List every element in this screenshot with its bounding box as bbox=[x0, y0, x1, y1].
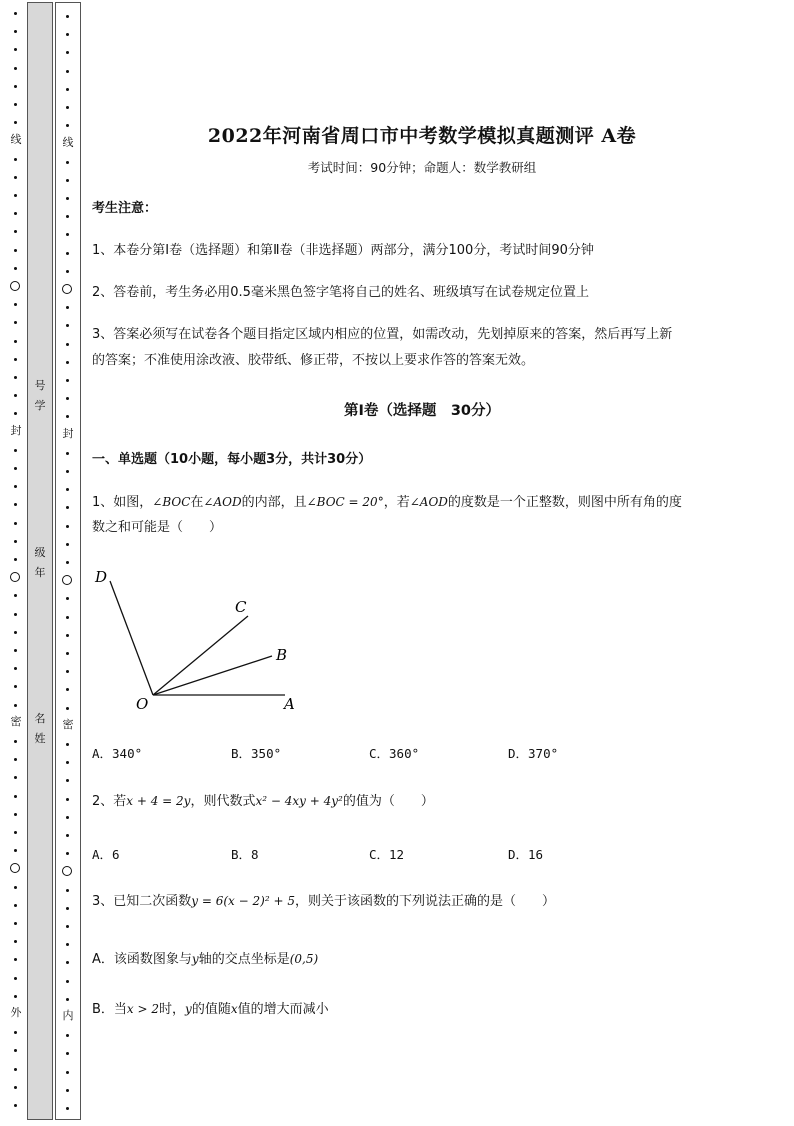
label-a: A bbox=[284, 695, 295, 713]
margin-dot bbox=[66, 525, 69, 528]
margin-dot bbox=[66, 998, 69, 1001]
option-b[interactable]: B．8 bbox=[231, 847, 259, 862]
margin-dot bbox=[14, 321, 17, 324]
seal-char: 封 bbox=[10, 424, 22, 437]
option-d[interactable]: D．370° bbox=[508, 746, 559, 761]
margin-dot bbox=[14, 412, 17, 415]
margin-dot bbox=[14, 831, 17, 834]
margin-circle bbox=[62, 284, 72, 294]
line-char: 线 bbox=[62, 136, 74, 149]
margin-dot bbox=[66, 688, 69, 691]
margin-dot bbox=[66, 306, 69, 309]
margin-dot bbox=[66, 761, 69, 764]
margin-dot bbox=[14, 1068, 17, 1071]
margin-circle bbox=[62, 866, 72, 876]
margin-dot bbox=[66, 1107, 69, 1110]
field-student-id-char-2: 学 bbox=[34, 399, 46, 412]
margin-dot bbox=[14, 886, 17, 889]
q1-text: 在 bbox=[190, 495, 204, 510]
margin-dot bbox=[66, 925, 69, 928]
opt-text: B．当 bbox=[92, 1002, 127, 1017]
notice-item-2: 2、答卷前，考生务必用0.5毫米黑色签字笔将自己的姓名、班级填写在试卷规定位置上 bbox=[92, 285, 589, 300]
margin-dot bbox=[14, 904, 17, 907]
margin-circle bbox=[10, 572, 20, 582]
question-2 bbox=[92, 788, 752, 815]
margin-dot bbox=[14, 704, 17, 707]
question-3 bbox=[92, 888, 752, 915]
margin-dot bbox=[66, 743, 69, 746]
part-title: 第I卷（选择题 30分） bbox=[343, 403, 501, 419]
margin-dot bbox=[66, 488, 69, 491]
margin-dot bbox=[14, 194, 17, 197]
question-1-line-1 bbox=[92, 489, 752, 516]
margin-dot bbox=[14, 394, 17, 397]
margin-dot bbox=[66, 980, 69, 983]
margin-dot bbox=[14, 649, 17, 652]
question-1-options bbox=[92, 744, 752, 764]
question-3-option-a[interactable] bbox=[92, 946, 752, 973]
margin-dot bbox=[14, 776, 17, 779]
ray-ob bbox=[153, 656, 272, 695]
field-student-id-char-1: 号 bbox=[34, 379, 46, 392]
margin-dot bbox=[66, 634, 69, 637]
option-d[interactable]: D．16 bbox=[508, 847, 544, 862]
margin-dot bbox=[66, 1034, 69, 1037]
section-heading: 一、单选题（10小题，每小题3分，共计30分） bbox=[92, 452, 372, 467]
margin-dot bbox=[66, 1089, 69, 1092]
opt-text: 的值随 bbox=[191, 1002, 231, 1017]
margin-dot bbox=[14, 849, 17, 852]
margin-dot bbox=[14, 67, 17, 70]
q3-text: ，则关于该函数的下列说法正确的是（ ） bbox=[294, 894, 555, 909]
page-title: 2022年河南省周口市中考数学模拟真题测评 A卷 bbox=[207, 125, 637, 147]
margin-dot bbox=[66, 179, 69, 182]
margin-dot bbox=[66, 707, 69, 710]
margin-dot bbox=[14, 230, 17, 233]
margin-dot bbox=[14, 958, 17, 961]
margin-dot bbox=[14, 340, 17, 343]
notice-item-3-line-2: 的答案；不准使用涂改液、胶带纸、修正带，不按以上要求作答的答案无效。 bbox=[92, 353, 535, 368]
field-name-char-1: 名 bbox=[34, 712, 46, 725]
notice-item-3-line-1: 3、答案必须写在试卷各个题目指定区域内相应的位置，如需改动，先划掉原来的答案，然后再写上新 bbox=[92, 327, 673, 342]
margin-dot bbox=[66, 70, 69, 73]
margin-dot bbox=[66, 215, 69, 218]
margin-dot bbox=[66, 561, 69, 564]
inner-char: 内 bbox=[62, 1009, 74, 1022]
q3-function: y = 6(x − 2)² + 5 bbox=[191, 894, 295, 908]
margin-dot bbox=[14, 249, 17, 252]
margin-dot bbox=[66, 197, 69, 200]
margin-dot bbox=[14, 685, 17, 688]
margin-dot bbox=[14, 594, 17, 597]
margin-dot bbox=[66, 506, 69, 509]
margin-dot bbox=[14, 631, 17, 634]
margin-dot bbox=[14, 121, 17, 124]
margin-dot bbox=[66, 51, 69, 54]
margin-dot bbox=[66, 88, 69, 91]
margin-dot bbox=[14, 449, 17, 452]
q1-angle-boc: ∠BOC bbox=[152, 495, 191, 509]
margin-dot bbox=[14, 558, 17, 561]
question-2-options bbox=[92, 845, 752, 865]
q1-text: 的度数是一个正整数，则图中所有角的度 bbox=[447, 495, 682, 510]
margin-dot bbox=[66, 33, 69, 36]
margin-dot bbox=[66, 961, 69, 964]
question-3-option-b[interactable] bbox=[92, 996, 752, 1023]
margin-dot bbox=[66, 415, 69, 418]
field-class-char-2: 年 bbox=[34, 566, 46, 579]
option-a[interactable]: A．340° bbox=[92, 746, 143, 761]
margin-dot bbox=[14, 1086, 17, 1089]
field-class-char-1: 级 bbox=[34, 546, 46, 559]
margin-dot bbox=[66, 397, 69, 400]
margin-dot bbox=[66, 343, 69, 346]
opt-math: y bbox=[191, 952, 199, 966]
margin-dot bbox=[66, 907, 69, 910]
margin-dot bbox=[14, 1031, 17, 1034]
margin-dot bbox=[14, 740, 17, 743]
q2-text: ，则代数式 bbox=[190, 794, 256, 809]
outer-char: 外 bbox=[10, 1006, 22, 1019]
margin-dot bbox=[14, 376, 17, 379]
margin-dot bbox=[66, 597, 69, 600]
line-char: 线 bbox=[10, 133, 22, 146]
margin-dot bbox=[14, 1049, 17, 1052]
margin-dot bbox=[14, 522, 17, 525]
opt-math: (0,5) bbox=[289, 952, 319, 966]
opt-text: 轴的交点坐标是 bbox=[198, 952, 290, 967]
margin-dot bbox=[66, 779, 69, 782]
margin-dot bbox=[66, 1052, 69, 1055]
margin-dot bbox=[66, 1071, 69, 1074]
margin-dot bbox=[14, 85, 17, 88]
margin-dot bbox=[14, 613, 17, 616]
margin-dot bbox=[66, 652, 69, 655]
option-c[interactable]: C．360° bbox=[369, 746, 420, 761]
margin-dot bbox=[66, 852, 69, 855]
q2-expression: x² − 4xy + 4y² bbox=[255, 794, 343, 808]
notice-heading: 考生注意： bbox=[92, 201, 158, 216]
label-d: D bbox=[95, 568, 108, 586]
margin-dot bbox=[14, 303, 17, 306]
q2-text: 的值为（ ） bbox=[342, 794, 434, 809]
question-1-line-2: 数之和可能是（ ） bbox=[92, 520, 223, 535]
margin-dot bbox=[14, 795, 17, 798]
option-a[interactable]: A．6 bbox=[92, 847, 120, 862]
margin-dot bbox=[14, 813, 17, 816]
margin-dot bbox=[14, 540, 17, 543]
margin-dot bbox=[14, 467, 17, 470]
margin-dot bbox=[14, 12, 17, 15]
margin-dot bbox=[66, 233, 69, 236]
margin-dot bbox=[66, 543, 69, 546]
margin-dot bbox=[66, 452, 69, 455]
q1-text: 的内部，且 bbox=[241, 495, 307, 510]
q1-angle-aod: ∠AOD bbox=[409, 495, 448, 509]
secret-char: 密 bbox=[62, 718, 74, 731]
margin-dot bbox=[14, 485, 17, 488]
margin-dot bbox=[14, 995, 17, 998]
margin-dot bbox=[14, 358, 17, 361]
ray-oc bbox=[153, 616, 248, 695]
margin-dot bbox=[14, 30, 17, 33]
opt-text: 值的增大而减小 bbox=[237, 1002, 329, 1017]
margin-dot bbox=[66, 106, 69, 109]
q1-angle-value: ∠BOC = 20° bbox=[306, 495, 384, 509]
margin-dot bbox=[66, 670, 69, 673]
margin-dot bbox=[66, 252, 69, 255]
margin-dot bbox=[14, 176, 17, 179]
inner-dotted-line bbox=[62, 3, 74, 1126]
margin-dot bbox=[14, 1104, 17, 1107]
margin-dot bbox=[14, 940, 17, 943]
opt-math: x bbox=[230, 1002, 238, 1016]
opt-text: 时， bbox=[159, 1002, 186, 1017]
margin-dot bbox=[66, 270, 69, 273]
margin-dot bbox=[66, 324, 69, 327]
binding-margin bbox=[0, 0, 84, 1123]
margin-dot bbox=[14, 977, 17, 980]
margin-dot bbox=[66, 834, 69, 837]
q2-equation: x + 4 = 2y bbox=[126, 794, 191, 808]
q1-text: 1、如图， bbox=[92, 495, 153, 510]
margin-dot bbox=[14, 48, 17, 51]
margin-dot bbox=[66, 889, 69, 892]
notice-item-1: 1、本卷分第I卷（选择题）和第Ⅱ卷（非选择题）两部分，满分100分，考试时间90分钟 bbox=[92, 243, 594, 258]
ray-od bbox=[110, 581, 153, 695]
secret-char: 密 bbox=[10, 715, 22, 728]
margin-circle bbox=[10, 863, 20, 873]
option-c[interactable]: C．12 bbox=[369, 847, 405, 862]
margin-dot bbox=[66, 470, 69, 473]
outer-dotted-line bbox=[10, 0, 22, 1123]
option-b[interactable]: B．350° bbox=[231, 746, 282, 761]
margin-circle bbox=[10, 281, 20, 291]
margin-dot bbox=[14, 503, 17, 506]
margin-circle bbox=[62, 575, 72, 585]
margin-dot bbox=[14, 158, 17, 161]
q1-angle-aod: ∠AOD bbox=[203, 495, 242, 509]
q2-text: 2、若 bbox=[92, 794, 127, 809]
label-o: O bbox=[136, 695, 149, 713]
q1-text: ，若 bbox=[383, 495, 410, 510]
angle-figure bbox=[92, 560, 322, 720]
margin-dot bbox=[14, 758, 17, 761]
margin-dot bbox=[66, 161, 69, 164]
label-c: C bbox=[235, 598, 247, 616]
margin-dot bbox=[66, 124, 69, 127]
opt-text: A．该函数图象与 bbox=[92, 952, 192, 967]
margin-dot bbox=[14, 922, 17, 925]
margin-dot bbox=[66, 379, 69, 382]
inner-seal-box bbox=[55, 2, 81, 1120]
opt-math: x > 2 bbox=[126, 1002, 160, 1016]
student-info-band bbox=[27, 2, 53, 1120]
opt-math: y bbox=[185, 1002, 192, 1016]
margin-dot bbox=[14, 103, 17, 106]
field-name-char-2: 姓 bbox=[34, 732, 46, 745]
margin-dot bbox=[66, 361, 69, 364]
margin-dot bbox=[66, 816, 69, 819]
margin-dot bbox=[66, 15, 69, 18]
margin-dot bbox=[14, 667, 17, 670]
margin-dot bbox=[14, 212, 17, 215]
margin-dot bbox=[14, 267, 17, 270]
seal-char: 封 bbox=[62, 427, 74, 440]
margin-dot bbox=[66, 616, 69, 619]
exam-info: 考试时间：90分钟；命题人：数学教研组 bbox=[307, 160, 537, 175]
q3-text: 3、已知二次函数 bbox=[92, 894, 192, 909]
margin-dot bbox=[66, 798, 69, 801]
margin-dot bbox=[66, 943, 69, 946]
label-b: B bbox=[276, 646, 288, 664]
